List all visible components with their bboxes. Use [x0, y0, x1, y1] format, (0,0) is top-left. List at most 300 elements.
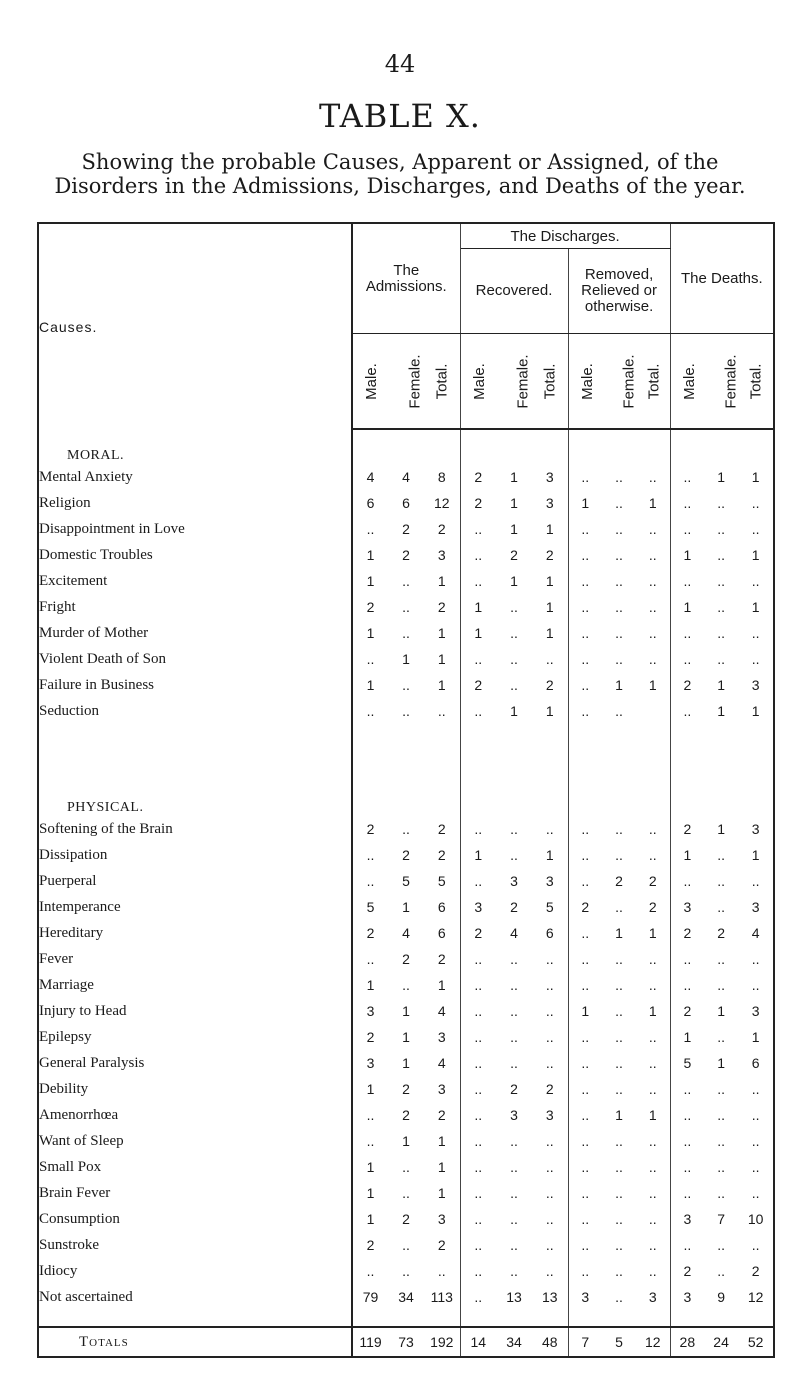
value-cell: ..	[717, 1159, 725, 1175]
value-cell: ..	[581, 677, 590, 693]
value-cell: ..	[615, 1185, 623, 1201]
value-cell: 2	[402, 847, 410, 863]
table-row	[38, 1102, 774, 1128]
value-cell: ..	[636, 1076, 670, 1102]
value-cell: ..	[532, 646, 568, 672]
value-cell: 4	[402, 925, 410, 941]
value-cell: 12	[747, 1289, 764, 1305]
value-cell: ..	[751, 1185, 760, 1201]
value-cell: ..	[581, 1081, 590, 1097]
value-cell: 4	[424, 998, 460, 1024]
value-cell: 119	[352, 1327, 388, 1357]
value-cell: ..	[510, 1211, 518, 1227]
value-cell: ..	[581, 521, 590, 537]
value-cell: 2	[532, 1076, 568, 1102]
value-cell: ..	[751, 495, 760, 511]
value-cell: 3	[581, 1289, 590, 1305]
value-cell: ..	[717, 1029, 725, 1045]
value-cell: 2	[683, 1003, 692, 1019]
value-cell: ..	[474, 1211, 483, 1227]
value-cell: ..	[751, 1237, 760, 1253]
value-cell: ..	[581, 1055, 590, 1071]
value-cell: ..	[474, 873, 483, 889]
value-cell: ..	[510, 977, 518, 993]
value-cell: ..	[615, 1211, 623, 1227]
value-cell: ..	[636, 464, 670, 490]
column-label: Female.	[722, 353, 740, 409]
value-cell: ..	[402, 1159, 410, 1175]
cause-cell: Fright	[38, 594, 352, 620]
table-row	[38, 1024, 774, 1050]
value-cell: 2	[636, 868, 670, 894]
cause-cell: Hereditary	[38, 920, 352, 946]
value-cell: 2	[636, 894, 670, 920]
value-cell: 12	[636, 1327, 670, 1357]
value-cell: ..	[636, 1206, 670, 1232]
value-cell: 3	[424, 1206, 460, 1232]
value-cell: ..	[581, 1237, 590, 1253]
value-cell: 2	[366, 1237, 375, 1253]
value-cell: 34	[496, 1327, 532, 1357]
page-number: 44	[384, 50, 416, 78]
value-cell: 1	[717, 469, 725, 485]
table-row	[38, 920, 774, 946]
value-cell: ..	[717, 547, 725, 563]
cause-cell: Religion	[38, 490, 352, 516]
value-cell: ..	[717, 625, 725, 641]
deaths-total-header	[738, 334, 774, 430]
value-cell: ..	[615, 977, 623, 993]
value-cell: ..	[402, 677, 410, 693]
value-cell: ..	[532, 1024, 568, 1050]
value-cell: ..	[751, 1133, 760, 1149]
value-cell: 5	[424, 868, 460, 894]
value-cell: ..	[636, 542, 670, 568]
value-cell: 52	[738, 1327, 774, 1357]
value-cell: 1	[636, 1102, 670, 1128]
value-cell: ..	[581, 951, 590, 967]
value-cell: ..	[581, 1133, 590, 1149]
column-label: Female.	[514, 353, 532, 409]
value-cell: ..	[402, 703, 410, 719]
value-cell: ..	[581, 599, 590, 615]
value-cell: 1	[751, 1029, 760, 1045]
discharges-header: The Discharges.	[460, 223, 670, 249]
value-cell: 1	[510, 703, 518, 719]
admissions-female-header	[388, 334, 424, 430]
cause-cell: Want of Sleep	[38, 1128, 352, 1154]
value-cell: 3	[683, 1211, 692, 1227]
value-cell: ..	[717, 599, 725, 615]
value-cell: ..	[683, 703, 692, 719]
value-cell: ..	[717, 495, 725, 511]
value-cell: 2	[717, 925, 725, 941]
value-cell: 1	[751, 469, 760, 485]
value-cell: ..	[474, 1263, 483, 1279]
removed-total-header	[636, 334, 670, 430]
value-cell: ..	[402, 821, 410, 837]
cause-cell: Consumption	[38, 1206, 352, 1232]
cause-cell: Idiocy	[38, 1258, 352, 1284]
value-cell: 2	[683, 677, 692, 693]
value-cell: 3	[532, 868, 568, 894]
value-cell: 5	[683, 1055, 692, 1071]
value-cell: 1	[510, 521, 518, 537]
value-cell: 1	[636, 672, 670, 698]
value-cell: 73	[388, 1327, 424, 1357]
value-cell: ..	[532, 998, 568, 1024]
value-cell: 13	[532, 1284, 568, 1310]
value-cell: ..	[532, 972, 568, 998]
value-cell: ..	[581, 925, 590, 941]
value-cell: 2	[615, 873, 623, 889]
value-cell: ..	[751, 1107, 760, 1123]
value-cell: ..	[366, 847, 375, 863]
value-cell: ..	[532, 946, 568, 972]
value-cell: 4	[424, 1050, 460, 1076]
table-row	[38, 516, 774, 542]
value-cell: 1	[366, 1185, 375, 1201]
value-cell: 1	[366, 1081, 375, 1097]
column-label: Male.	[470, 362, 488, 400]
value-cell: ..	[615, 1055, 623, 1071]
value-cell: ..	[683, 873, 692, 889]
value-cell: 1	[424, 620, 460, 646]
value-cell: 8	[424, 464, 460, 490]
value-cell: ..	[366, 703, 375, 719]
value-cell: ..	[751, 625, 760, 641]
value-cell: ..	[474, 977, 483, 993]
value-cell: ..	[581, 977, 590, 993]
table-title: TABLE X.	[319, 97, 481, 135]
recovered-total-header	[532, 334, 568, 430]
value-cell: ..	[717, 651, 725, 667]
value-cell: ..	[615, 821, 623, 837]
value-cell: ..	[474, 951, 483, 967]
value-cell: ..	[636, 1024, 670, 1050]
value-cell: 1	[636, 920, 670, 946]
admissions-male-header	[352, 334, 388, 430]
value-cell: 1	[474, 847, 483, 863]
cause-cell: Fever	[38, 946, 352, 972]
value-cell: ..	[366, 873, 375, 889]
value-cell: 3	[366, 1003, 375, 1019]
value-cell: 14	[460, 1327, 496, 1357]
cause-cell: Dissipation	[38, 842, 352, 868]
value-cell: ..	[717, 951, 725, 967]
value-cell: 4	[402, 469, 410, 485]
table-row	[38, 1258, 774, 1284]
value-cell: 1	[615, 925, 623, 941]
value-cell: 1	[751, 599, 760, 615]
value-cell: ..	[510, 1003, 518, 1019]
value-cell: ..	[532, 1180, 568, 1206]
value-cell: 2	[402, 521, 410, 537]
column-label: Total.	[645, 363, 663, 399]
value-cell: 1	[532, 594, 568, 620]
cause-cell: Totals	[38, 1327, 352, 1357]
causes-table	[37, 222, 775, 1358]
value-cell: 34	[398, 1289, 414, 1305]
table-row	[38, 490, 774, 516]
value-cell: ..	[615, 495, 623, 511]
value-cell: ..	[615, 1029, 623, 1045]
value-cell: 6	[532, 920, 568, 946]
value-cell: ..	[615, 573, 623, 589]
value-cell: 2	[402, 1107, 410, 1123]
value-cell: 2	[683, 925, 692, 941]
value-cell: ..	[581, 1185, 590, 1201]
value-cell: 1	[683, 847, 692, 863]
value-cell: 1	[366, 977, 375, 993]
value-cell: ..	[636, 1258, 670, 1284]
value-cell: 1	[532, 568, 568, 594]
value-cell: ..	[717, 873, 725, 889]
value-cell: 7	[568, 1327, 602, 1357]
value-cell: ..	[366, 951, 375, 967]
value-cell: 1	[424, 568, 460, 594]
value-cell: 2	[683, 1263, 692, 1279]
value-cell: ..	[510, 821, 518, 837]
value-cell: ..	[717, 899, 725, 915]
value-cell: ..	[366, 1107, 375, 1123]
value-cell: ..	[751, 873, 760, 889]
recovered-male-header	[460, 334, 496, 430]
value-cell: 3	[532, 464, 568, 490]
value-cell: 1	[683, 547, 692, 563]
value-cell: ..	[717, 847, 725, 863]
table-row	[38, 972, 774, 998]
value-cell: ..	[717, 1185, 725, 1201]
value-cell: 1	[424, 972, 460, 998]
value-cell: 2	[402, 1081, 410, 1097]
recovered-header: Recovered.	[460, 249, 568, 334]
removed-header: Removed, Relieved or otherwise.	[568, 249, 670, 334]
value-cell: ..	[532, 1258, 568, 1284]
value-cell: 2	[424, 516, 460, 542]
value-cell: 3	[532, 490, 568, 516]
deaths-male-header	[670, 334, 704, 430]
table-row	[38, 894, 774, 920]
value-cell: 1	[402, 1133, 410, 1149]
value-cell: 2	[474, 469, 483, 485]
value-cell: ..	[474, 1029, 483, 1045]
recovered-female-header	[496, 334, 532, 430]
column-label: Total.	[747, 363, 765, 399]
value-cell: 1	[366, 547, 375, 563]
value-cell: ..	[717, 1133, 725, 1149]
table-row	[38, 620, 774, 646]
table-row	[38, 542, 774, 568]
value-cell: ..	[510, 1055, 518, 1071]
value-cell: ..	[510, 1159, 518, 1175]
cause-cell: Violent Death of Son	[38, 646, 352, 672]
cause-cell: Injury to Head	[38, 998, 352, 1024]
value-cell: ..	[402, 977, 410, 993]
value-cell: ..	[615, 847, 623, 863]
value-cell: ..	[474, 521, 483, 537]
table-row	[38, 868, 774, 894]
table-row	[38, 464, 774, 490]
table-row	[38, 946, 774, 972]
value-cell: ..	[615, 1133, 623, 1149]
value-cell: 1	[717, 1055, 725, 1071]
value-cell: ..	[474, 1237, 483, 1253]
value-cell: ..	[683, 651, 692, 667]
value-cell: ..	[683, 1133, 692, 1149]
value-cell: ..	[474, 651, 483, 667]
value-cell: 1	[510, 469, 518, 485]
value-cell: 1	[402, 1055, 410, 1071]
value-cell: 2	[510, 899, 518, 915]
value-cell: 2	[402, 1211, 410, 1227]
value-cell: ..	[751, 1081, 760, 1097]
value-cell: 6	[366, 495, 375, 511]
cause-cell: Softening of the Brain	[38, 816, 352, 842]
column-label: Female.	[406, 353, 424, 409]
value-cell: ..	[581, 469, 590, 485]
value-cell: ..	[474, 547, 483, 563]
value-cell: 2	[424, 842, 460, 868]
value-cell: ..	[510, 677, 518, 693]
value-cell: ..	[636, 1128, 670, 1154]
value-cell: 6	[751, 1055, 760, 1071]
column-label: Total.	[541, 363, 559, 399]
value-cell: ..	[402, 1185, 410, 1201]
value-cell: ..	[474, 1003, 483, 1019]
value-cell: 1	[532, 698, 568, 724]
value-cell: ..	[683, 1159, 692, 1175]
value-cell: ..	[751, 977, 760, 993]
value-cell: 1	[717, 821, 725, 837]
value-cell: ..	[615, 651, 623, 667]
value-cell: 3	[510, 873, 518, 889]
value-cell: 1	[717, 1003, 725, 1019]
value-cell: ..	[510, 1263, 518, 1279]
value-cell: ..	[510, 599, 518, 615]
value-cell: ..	[636, 620, 670, 646]
value-cell: ..	[474, 1133, 483, 1149]
value-cell: ..	[683, 1107, 692, 1123]
value-cell: 1	[717, 703, 725, 719]
value-cell: ..	[717, 1107, 725, 1123]
value-cell: 3	[424, 1076, 460, 1102]
value-cell: ..	[510, 651, 518, 667]
cause-cell: Intemperance	[38, 894, 352, 920]
value-cell: 2	[532, 672, 568, 698]
value-cell: 3	[683, 899, 692, 915]
deaths-female-header	[704, 334, 738, 430]
value-cell: ..	[424, 698, 460, 724]
section-heading: PHYSICAL.	[38, 782, 352, 816]
value-cell: 2	[474, 925, 483, 941]
value-cell: 13	[506, 1289, 522, 1305]
value-cell: 1	[424, 1180, 460, 1206]
value-cell: 2	[581, 899, 590, 915]
value-cell: 1	[532, 842, 568, 868]
value-cell: ..	[615, 547, 623, 563]
value-cell: 1	[366, 625, 375, 641]
table-row	[38, 816, 774, 842]
value-cell: ..	[717, 1237, 725, 1253]
value-cell: ..	[615, 951, 623, 967]
value-cell: 3	[510, 1107, 518, 1123]
cause-cell: Sunstroke	[38, 1232, 352, 1258]
value-cell: 3	[751, 677, 760, 693]
cause-cell: Epilepsy	[38, 1024, 352, 1050]
cause-cell: Brain Fever	[38, 1180, 352, 1206]
value-cell: ..	[751, 951, 760, 967]
value-cell: ..	[532, 1232, 568, 1258]
cause-cell: Disappointment in Love	[38, 516, 352, 542]
value-cell: ..	[683, 625, 692, 641]
value-cell: ..	[510, 847, 518, 863]
cause-cell: Failure in Business	[38, 672, 352, 698]
value-cell: ..	[581, 1029, 590, 1045]
value-cell: ..	[510, 1185, 518, 1201]
value-cell: ..	[510, 1133, 518, 1149]
value-cell: ..	[636, 1050, 670, 1076]
value-cell: ..	[615, 1081, 623, 1097]
value-cell: ..	[615, 1289, 623, 1305]
value-cell: ..	[615, 521, 623, 537]
value-cell: 1	[366, 1211, 375, 1227]
cause-cell: General Paralysis	[38, 1050, 352, 1076]
removed-male-header	[568, 334, 602, 430]
value-cell: 1	[532, 516, 568, 542]
value-cell: 1	[424, 646, 460, 672]
value-cell: 1	[366, 1159, 375, 1175]
value-cell: ..	[683, 951, 692, 967]
value-cell: 1	[751, 847, 760, 863]
value-cell: ..	[717, 1263, 725, 1279]
admissions-header: The Admissions.	[352, 223, 460, 334]
value-cell: ..	[581, 847, 590, 863]
value-cell: 3	[424, 542, 460, 568]
value-cell: ..	[615, 703, 623, 719]
value-cell: 6	[424, 920, 460, 946]
cause-cell: Seduction	[38, 698, 352, 724]
value-cell: ..	[615, 1263, 623, 1279]
table-row	[38, 1284, 774, 1310]
value-cell: ..	[581, 873, 590, 889]
column-label: Male.	[578, 362, 596, 400]
value-cell: ..	[615, 599, 623, 615]
value-cell: 1	[751, 547, 760, 563]
value-cell: ..	[474, 1159, 483, 1175]
value-cell: ..	[683, 521, 692, 537]
value-cell: ..	[532, 1050, 568, 1076]
value-cell: ..	[683, 1237, 692, 1253]
value-cell: ..	[510, 951, 518, 967]
value-cell: ..	[402, 1237, 410, 1253]
table-row	[38, 568, 774, 594]
value-cell: ..	[474, 703, 483, 719]
value-cell: ..	[474, 1185, 483, 1201]
value-cell: ..	[636, 842, 670, 868]
value-cell: ..	[683, 977, 692, 993]
value-cell: 6	[402, 495, 410, 511]
value-cell: ..	[636, 816, 670, 842]
value-cell: ..	[474, 821, 483, 837]
value-cell: ..	[581, 651, 590, 667]
value-cell: ..	[510, 1237, 518, 1253]
value-cell: ..	[615, 1237, 623, 1253]
value-cell: ..	[474, 1107, 483, 1123]
value-cell: ..	[683, 469, 692, 485]
value-cell: 1	[581, 1003, 590, 1019]
table-row	[38, 1050, 774, 1076]
